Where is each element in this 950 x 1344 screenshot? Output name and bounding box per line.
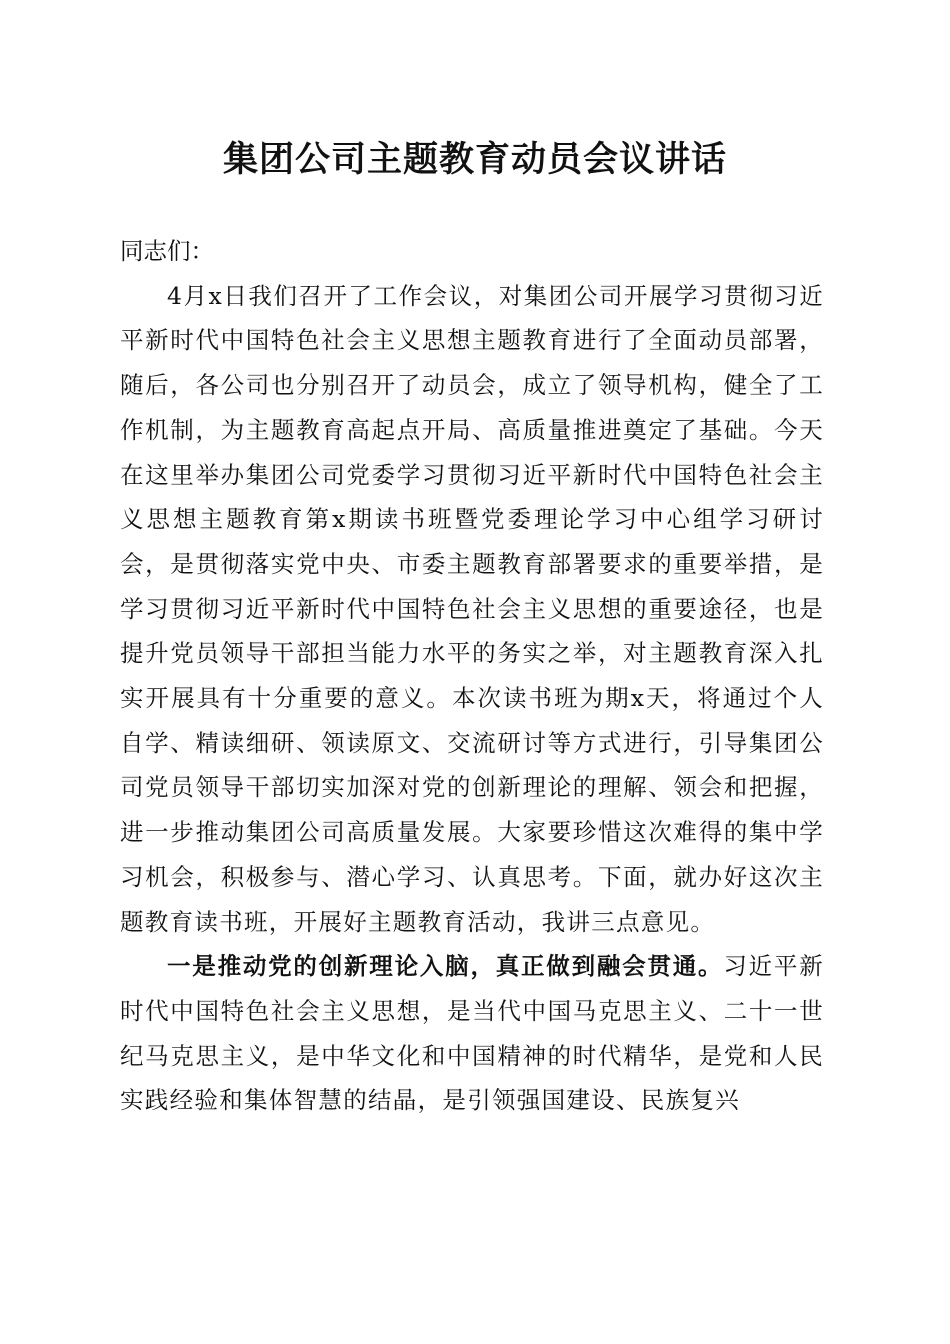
document-body [120,229,824,1123]
paragraph-text: 4月x日我们召开了工作会议，对集团公司开展学习贯彻习近平新时代中国特色社会主义思想主题教育进行了全面动员部署，随后，各公司也分别召开了动员会，成立了领导机构，健全了工作机制，为主题教育高起点开局、高质量推进奠定了基础。今天在这里举办集团公司党委学习贯彻习近平新时代中国特色社会主义思想主题教育第x期读书班暨党委理论学习中心组学习研讨会，是贯彻落实党中央、市委主题教育部署要求的重要举措，是学习贯彻习近平新时代中国特色社会主义思想的重要途径，也是提升党员领导干部担当能力水平的务实之举，对主题教育深入扎实开展具有十分重要的意义。本次读书班为期x天，将通过个人自学、精读细研、领读原文、交流研讨等方式进行，引导集团公司党员领导干部切实加深对党的创新理论的理解、领会和把握，进一步推动集团公司高质量发展。大家要珍惜这次难得的集中学习机会，积极参与、潜心学习、认真思考。下面，就办好这次主题教育读书班，开展好主题教育活动，我讲三点意见。 [120,281,824,936]
paragraph-intro [120,274,824,945]
paragraph-text: 习近平新时代中国特色社会主义思想，是当代中国马克思主义、二十一世纪马克思主义，是中华文化和中国精神的时代精华，是党和人民实践经验和集体智慧的结晶，是引领强国建设、民族复兴 [120,952,824,1115]
salutation: 同志们： [120,237,214,265]
document-title: 集团公司主题教育动员会议讲话 [222,139,727,180]
paragraph-point-one [120,944,824,1123]
paragraph-lead: 一是推动党的创新理论入脑，真正做到融会贯通。 [167,952,724,981]
